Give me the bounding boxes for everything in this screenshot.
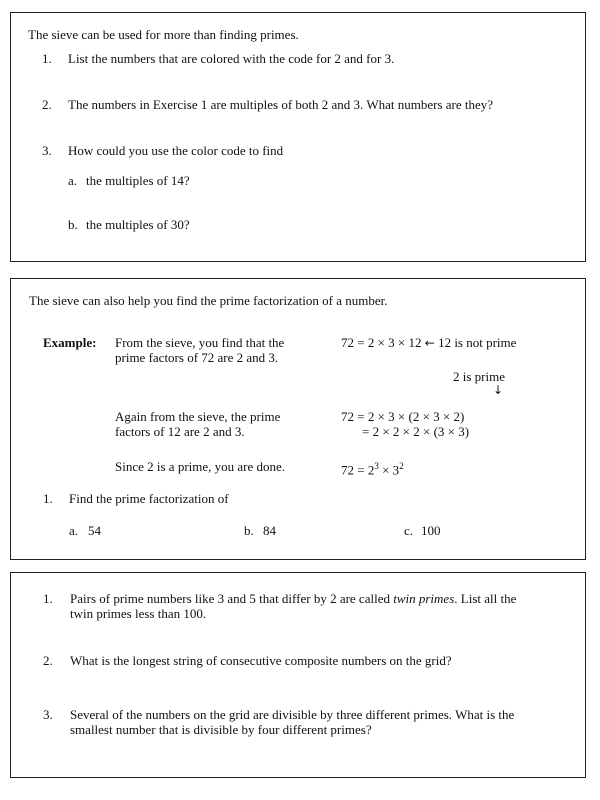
exercise-box-2 — [10, 278, 586, 560]
equation-3-exponent-2: 2 — [399, 461, 404, 471]
exercise-box-3 — [10, 572, 586, 778]
example-label: Example: — [43, 335, 97, 350]
left-arrow-icon: ← — [424, 336, 435, 350]
equation-3-base: 72 = 2 — [341, 462, 375, 478]
equation-2-line-1: 72 = 2 × 3 × (2 × 3 × 2) — [341, 409, 465, 424]
part-b-letter: b. — [244, 523, 254, 538]
part-c-value: 100 — [421, 523, 441, 538]
box2-item-1-text: Find the prime factorization of — [69, 491, 229, 506]
down-arrow-icon: ↓ — [493, 383, 504, 397]
box1-subitem-a-text: the multiples of 14? — [86, 173, 190, 188]
box1-item-1-number: 1. — [42, 51, 52, 66]
example-desc-2-line-1: Again from the sieve, the prime — [115, 409, 281, 424]
equation-2-line-2: = 2 × 2 × 2 × (3 × 3) — [362, 424, 470, 439]
box3-item-1-number: 1. — [43, 591, 53, 606]
box1-item-3-text: How could you use the color code to find — [68, 143, 284, 158]
box3-item-1-text-after: . List all the twin primes less than 100. — [70, 591, 517, 621]
box1-intro: The sieve can be used for more than finding primes. — [28, 27, 299, 42]
example-desc-2-line-2: factors of 12 are 2 and 3. — [115, 424, 245, 439]
note-12-not-prime: 12 is not prime — [438, 335, 517, 350]
box1-subitem-b-text: the multiples of 30? — [86, 217, 190, 232]
equation-3 — [341, 459, 404, 477]
box1-item-3-number: 3. — [42, 143, 52, 158]
box1-item-2-number: 2. — [42, 97, 52, 112]
part-a-letter: a. — [69, 523, 79, 538]
box3-item-3-number: 3. — [43, 707, 53, 722]
example-desc-3: Since 2 is a prime, you are done. — [115, 459, 286, 474]
example-desc-1-line-1: From the sieve, you find that the — [115, 335, 285, 350]
box3-item-3-text: Several of the numbers on the grid are divisible by three different primes. What is the smallest number that is divisible by four different primes? — [70, 707, 515, 737]
box2-item-1-number: 1. — [43, 491, 53, 506]
part-a-value: 54 — [88, 523, 101, 538]
part-b-value: 84 — [263, 523, 276, 538]
box3-item-1-text — [70, 591, 540, 621]
equation-3-middle: × 3 — [378, 462, 400, 478]
equation-1 — [341, 335, 516, 351]
example-desc-1-line-2: prime factors of 72 are 2 and 3. — [115, 350, 279, 365]
equation-3-exponent-1: 3 — [374, 461, 379, 471]
box1-item-2-text: The numbers in Exercise 1 are multiples of both 2 and 3. What numbers are they? — [68, 97, 494, 112]
equation-1-text: 72 = 2 × 3 × 12 — [341, 335, 422, 350]
box1-subitem-b-letter: b. — [68, 217, 78, 232]
box1-subitem-a-letter: a. — [68, 173, 78, 188]
note-2-is-prime: 2 is prime — [453, 369, 505, 384]
box3-item-1-text-before: Pairs of prime numbers like 3 and 5 that differ by 2 are called — [70, 591, 394, 606]
exercise-box-1 — [10, 12, 586, 262]
box3-item-2-number: 2. — [43, 653, 53, 668]
box2-intro: The sieve can also help you find the prime factorization of a number. — [29, 293, 388, 308]
box3-item-2-text: What is the longest string of consecutive composite numbers on the grid? — [70, 653, 452, 668]
twin-primes-term: twin primes — [393, 591, 455, 606]
box1-item-1-text: List the numbers that are colored with the code for 2 and for 3. — [68, 51, 395, 66]
part-c-letter: c. — [404, 523, 414, 538]
